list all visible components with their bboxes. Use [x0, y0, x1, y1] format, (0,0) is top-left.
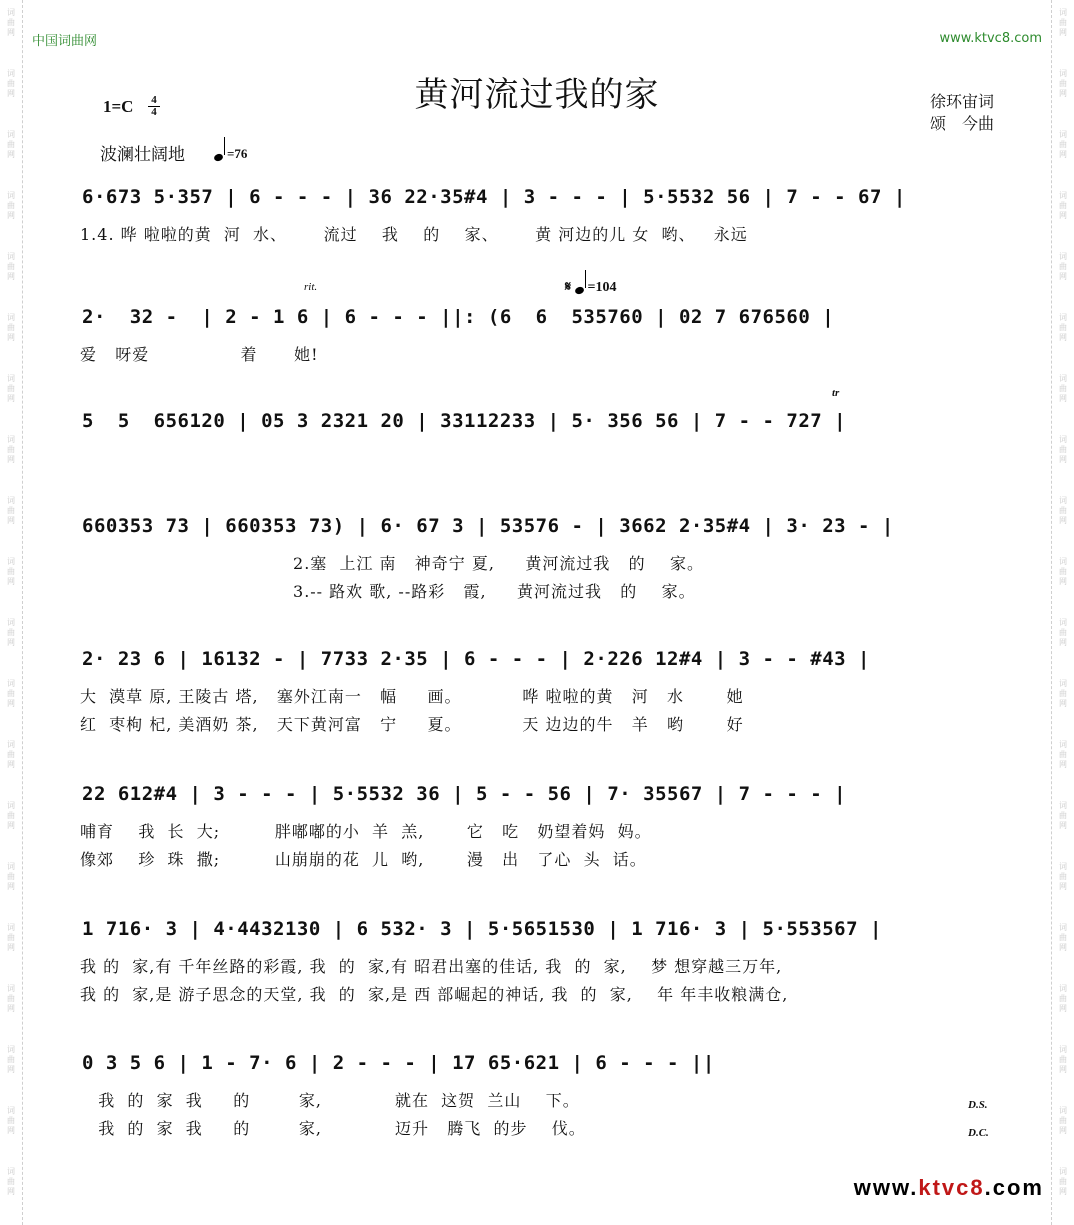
watermark-text: 词曲网	[1059, 1045, 1067, 1074]
lyric-line: 我 的 家 我 的 家, 就在 这贺 兰山 下。	[80, 1091, 580, 1110]
notation-line: 2· 32 - | 2 - 1 6 | 6 - - - ||: (6 6 535760 | 02 7 676560 |	[82, 306, 835, 328]
watermark-text: 词曲网	[7, 1167, 15, 1196]
lyric-line: 2.塞 上江 南 神奇宁 夏, 黄河流过我 的 家。	[80, 554, 704, 573]
tempo-value: =76	[227, 146, 248, 161]
note-stem	[224, 137, 225, 155]
watermark-text: 词曲网	[7, 801, 15, 830]
quarter-note-icon	[574, 286, 585, 296]
logo-suffix: .com	[984, 1175, 1044, 1200]
watermark-text: 词曲网	[7, 435, 15, 464]
notation-line: 0 3 5 6 | 1 - 7· 6 | 2 - - - | 17 65·621 | 6 - - - ||	[82, 1052, 715, 1074]
watermark-text: 词曲网	[7, 618, 15, 647]
quarter-note-icon	[213, 153, 224, 163]
logo-prefix: www.	[853, 1175, 919, 1200]
composer-credit: 颂 今曲	[929, 114, 994, 133]
watermark-text: 词曲网	[7, 1106, 15, 1135]
watermark-text: 词曲网	[1059, 557, 1067, 586]
dc-mark: D.C.	[968, 1127, 989, 1139]
watermark-text: 词曲网	[7, 374, 15, 403]
watermark-text: 词曲网	[7, 984, 15, 1013]
site-name-left[interactable]: 中国词曲网	[32, 34, 98, 49]
watermark-text: 词曲网	[7, 862, 15, 891]
watermark-text: 词曲网	[7, 130, 15, 159]
notation-row	[82, 515, 996, 555]
lyric-line: 1.4. 哗 啦啦的黄 河 水、 流过 我 的 家、 黄 河边的儿 女 哟、 永远	[80, 225, 748, 244]
footer-logo[interactable]	[854, 1175, 1044, 1201]
tempo2-value: =104	[587, 280, 617, 295]
lyric-line: 大 漠草 原, 王陵古 塔, 塞外江南一 幅 画。 哗 啦啦的黄 河 水 她	[80, 687, 744, 706]
watermark-text: 词曲网	[7, 496, 15, 525]
segno-icon: 𝄋	[565, 280, 572, 295]
watermark-text: 词曲网	[1059, 313, 1067, 342]
watermark-text: 词曲网	[1059, 8, 1067, 37]
watermark-text: 词曲网	[7, 191, 15, 220]
right-watermark-strip	[1051, 0, 1074, 1225]
watermark-text: 词曲网	[1059, 191, 1067, 220]
watermark-text: 词曲网	[1059, 618, 1067, 647]
watermark-text: 词曲网	[1059, 69, 1067, 98]
watermark-text: 词曲网	[1059, 374, 1067, 403]
trill-mark: tr	[832, 387, 840, 399]
lyricist-credit: 徐环宙词	[929, 92, 994, 111]
watermark-text: 词曲网	[1059, 679, 1067, 708]
site-url-right[interactable]: www.ktvc8.com	[939, 31, 1042, 46]
lyric-line: 像郊 珍 珠 撒; 山崩崩的花 儿 哟, 漫 出 了心 头 话。	[80, 850, 647, 869]
watermark-text: 词曲网	[1059, 1106, 1067, 1135]
key-signature: 1=C	[103, 97, 134, 116]
notation-row	[82, 410, 996, 450]
rit-mark: rit.	[304, 281, 318, 293]
watermark-text: 词曲网	[1059, 435, 1067, 464]
lyric-line: 我 的 家,有 千年丝路的彩霞, 我 的 家,有 昭君出塞的佳话, 我 的 家, 梦 想穿越三万年,	[80, 957, 783, 976]
watermark-text: 词曲网	[7, 740, 15, 769]
expression-mark: 波澜壮阔地	[100, 145, 185, 165]
watermark-text: 词曲网	[7, 679, 15, 708]
song-title: 黄河流过我的家	[414, 74, 660, 115]
notation-line: 5 5 656120 | 05 3 2321 20 | 33112233 | 5· 356 56 | 7 - - 727 |	[82, 410, 847, 432]
notation-line: 2· 23 6 | 16132 - | 7733 2·35 | 6 - - - | 2·226 12#4 | 3 - - #43 |	[82, 648, 870, 670]
tempo2-mark	[565, 273, 617, 296]
watermark-text: 词曲网	[7, 923, 15, 952]
time-signature	[148, 95, 160, 118]
notation-row	[82, 1052, 996, 1092]
lyric-line: 爱 呀爱 着 她!	[80, 345, 319, 364]
watermark-text: 词曲网	[7, 252, 15, 281]
watermark-text: 词曲网	[1059, 801, 1067, 830]
notation-row	[82, 648, 996, 688]
watermark-text: 词曲网	[7, 69, 15, 98]
lyric-line: 哺育 我 长 大; 胖嘟嘟的小 羊 羔, 它 吃 奶望着妈 妈。	[80, 822, 652, 841]
watermark-text: 词曲网	[1059, 862, 1067, 891]
watermark-text: 词曲网	[7, 313, 15, 342]
time-top: 4	[151, 94, 157, 106]
tempo-mark	[214, 140, 247, 162]
notation-row	[82, 306, 996, 346]
watermark-text: 词曲网	[1059, 496, 1067, 525]
notation-line: 1 716· 3 | 4·4432130 | 6 532· 3 | 5·5651530 | 1 716· 3 | 5·553567 |	[82, 918, 882, 940]
notation-row	[82, 783, 996, 823]
lyric-line: 3.-- 路欢 歌, --路彩 霞, 黄河流过我 的 家。	[80, 582, 696, 601]
note-stem	[585, 270, 586, 288]
notation-row	[82, 186, 996, 226]
notation-row	[82, 918, 996, 958]
left-watermark-strip	[0, 0, 23, 1225]
watermark-text: 词曲网	[1059, 1167, 1067, 1196]
watermark-text: 词曲网	[7, 8, 15, 37]
watermark-text: 词曲网	[1059, 130, 1067, 159]
notation-line: 6·673 5·357 | 6 - - - | 36 22·35#4 | 3 - - - | 5·5532 56 | 7 - - 67 |	[82, 186, 906, 208]
watermark-text: 词曲网	[1059, 923, 1067, 952]
watermark-text: 词曲网	[7, 557, 15, 586]
watermark-text: 词曲网	[7, 1045, 15, 1074]
watermark-text: 词曲网	[1059, 740, 1067, 769]
watermark-text: 词曲网	[1059, 252, 1067, 281]
notation-line: 660353 73 | 660353 73) | 6· 67 3 | 53576 - | 3662 2·35#4 | 3· 23 - |	[82, 515, 894, 537]
lyric-line: 我 的 家,是 游子思念的天堂, 我 的 家,是 西 部崛起的神话, 我 的 家, 年 年丰收粮满仓,	[80, 985, 789, 1004]
ds-mark: D.S.	[968, 1099, 988, 1111]
lyric-line: 我 的 家 我 的 家, 迈升 腾飞 的步 伐。	[80, 1119, 586, 1138]
logo-brand: ktvc8	[918, 1175, 985, 1200]
notation-line: 22 612#4 | 3 - - - | 5·5532 36 | 5 - - 56 | 7· 35567 | 7 - - - |	[82, 783, 847, 805]
time-bottom: 4	[148, 106, 160, 118]
lyric-line: 红 枣枸 杞, 美酒奶 茶, 天下黄河富 宁 夏。 天 边边的牛 羊 哟 好	[80, 715, 744, 734]
watermark-text: 词曲网	[1059, 984, 1067, 1013]
